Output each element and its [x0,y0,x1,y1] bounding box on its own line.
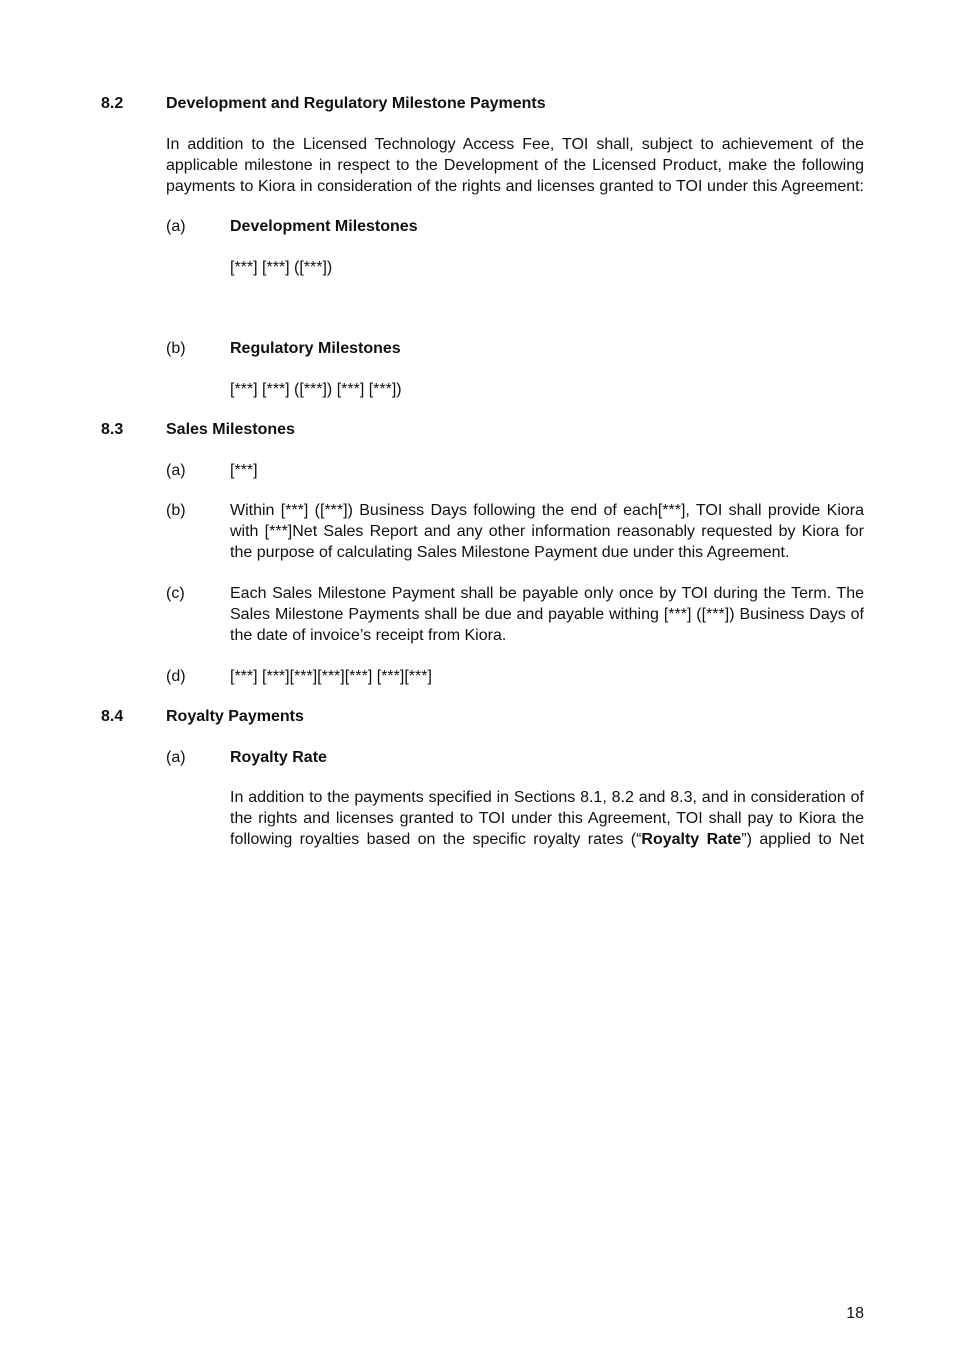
section-8-3-b-line-1: Within [***] ([***]) Business Days following the end of each[***], TOI shall provide Kiora [230,502,864,519]
section-8-2-a-label: (a) [166,218,186,235]
royalty-rate-line-3 [230,831,864,849]
page-number: 18 [846,1305,864,1322]
section-8-3-b-label: (b) [166,502,186,519]
section-8-3-title: Sales Milestones [166,421,295,438]
royalty-rate-title: Royalty Rate [230,749,327,766]
development-milestones-text: [***] [***] ([***]) [230,259,333,276]
section-8-2-b-label: (b) [166,340,186,357]
section-8-4-number: 8.4 [101,708,124,725]
section-8-4-a-label: (a) [166,749,186,766]
section-8-3-b-line-3: the purpose of calculating Sales Milestone Payment due under this Agreement. [230,544,790,561]
section-8-2-title: Development and Regulatory Milestone Payments [166,95,546,112]
royalty-rate-line-3-pre: following royalties based on the specific royalty rates (“ [230,831,642,848]
section-8-3-c-line-3: the date of invoice’s receipt from Kiora. [230,627,507,644]
section-8-2-paragraph-line-1: In addition to the Licensed Technology Access Fee, TOI shall, subject to achievement of the [166,136,864,153]
section-8-3-c-label: (c) [166,585,185,602]
royalty-rate-line-1: In addition to the payments specified in Sections 8.1, 8.2 and 8.3, and in consideration of [230,789,864,806]
royalty-rate-line-2: the rights and licenses granted to TOI under this Agreement, TOI shall pay to Kiora the [230,810,864,827]
section-8-4-title: Royalty Payments [166,708,304,725]
royalty-rate-defined-term: Royalty Rate [641,831,742,848]
regulatory-milestones-text: [***] [***] ([***]) [***] [***]) [230,381,402,398]
section-8-3-c-line-2: Sales Milestone Payments shall be due and payable withing [***] ([***]) Business Days of [230,606,864,623]
development-milestones-title: Development Milestones [230,218,418,235]
section-8-2-paragraph-line-2: applicable milestone in respect to the Development of the Licensed Product, make the following [166,157,864,174]
regulatory-milestones-title: Regulatory Milestones [230,340,401,357]
section-8-2-paragraph-line-3: payments to Kiora in consideration of the rights and licenses granted to TOI under this Agreement: [166,178,864,195]
section-8-3-a-text: [***] [230,462,258,479]
royalty-rate-line-3-post: ”) applied to Net [741,831,865,848]
section-8-3-c-line-1: Each Sales Milestone Payment shall be payable only once by TOI during the Term. The [230,585,864,602]
section-8-3-d-text: [***] [***][***][***][***] [***][***] [230,668,432,685]
section-8-3-number: 8.3 [101,421,124,438]
section-8-3-a-label: (a) [166,462,186,479]
section-8-3-b-line-2: with [***]Net Sales Report and any other information reasonably requested by Kiora for [230,523,864,540]
section-8-3-d-label: (d) [166,668,186,685]
section-8-2-number: 8.2 [101,95,124,112]
